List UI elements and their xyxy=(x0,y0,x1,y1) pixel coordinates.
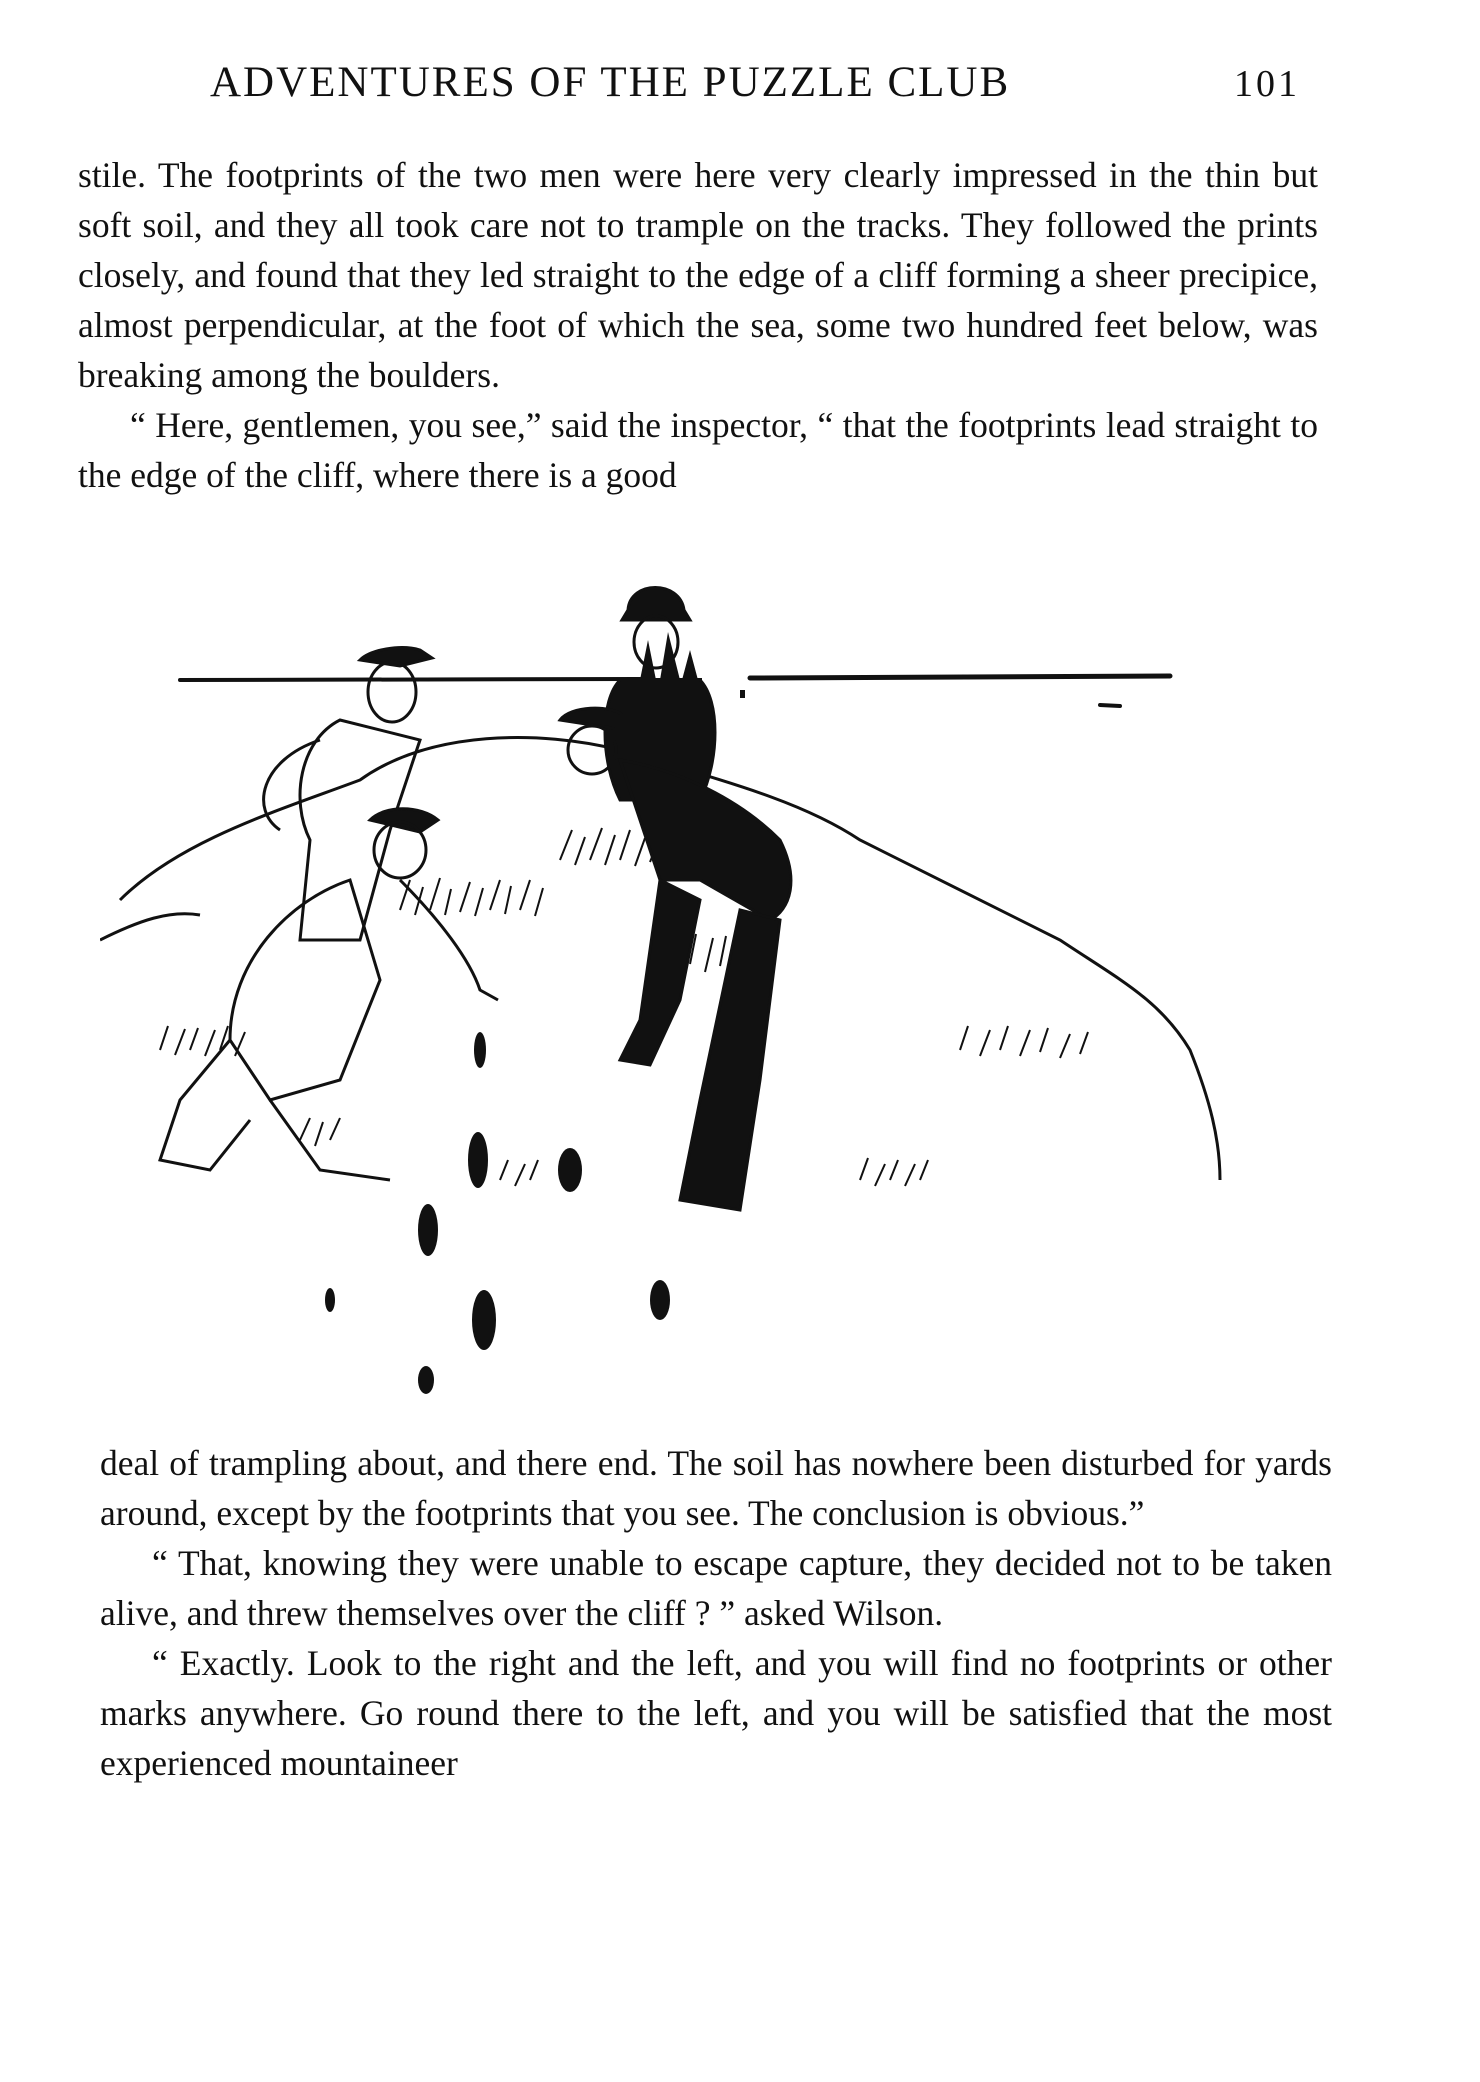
running-header xyxy=(210,58,1300,128)
page-number: 101 xyxy=(1234,63,1300,105)
illustration-cliff-footprints xyxy=(100,580,1330,1410)
text-block-bottom xyxy=(100,1438,1332,1788)
paragraph: “ Here, gentlemen, you see,” said the inspector, “ that the footprints lead straight to the edge of the cliff, where there is a good xyxy=(78,405,1318,495)
paragraph: “ That, knowing they were unable to escape capture, they decided not to be taken alive, and threw themselves over the cliff ? ” asked Wilson. xyxy=(100,1543,1332,1633)
text-block-top xyxy=(78,150,1318,500)
figure-man-kneeling-pointing xyxy=(160,809,498,1180)
grass-hatching xyxy=(160,828,1088,1186)
figure-policeman-bending xyxy=(560,708,791,1210)
paragraph: “ Exactly. Look to the right and the left, and you will find no footprints or other marks anywhere. Go round there to the left, and you will be satisfied that the most experienced mountaineer xyxy=(100,1643,1332,1783)
running-title: ADVENTURES OF THE PUZZLE CLUB xyxy=(210,59,1011,106)
paragraph: stile. The footprints of the two men were here very clearly impressed in the thin but soft soil, and they all took care not to trample on the tracks. They followed the prints closely, and found that they led straight to the edge of a cliff forming a sheer precipice, almost perpendicular, at the foot of which the sea, some two hundred feet below, was breaking among the boulders. xyxy=(78,155,1318,395)
figure-man-cap-standing xyxy=(264,648,432,940)
paragraph: deal of trampling about, and there end. The soil has nowhere been disturbed for yards around, except by the footprints that you see. The conclusion is obvious.” xyxy=(100,1443,1332,1533)
footprints-icon xyxy=(325,1032,670,1394)
